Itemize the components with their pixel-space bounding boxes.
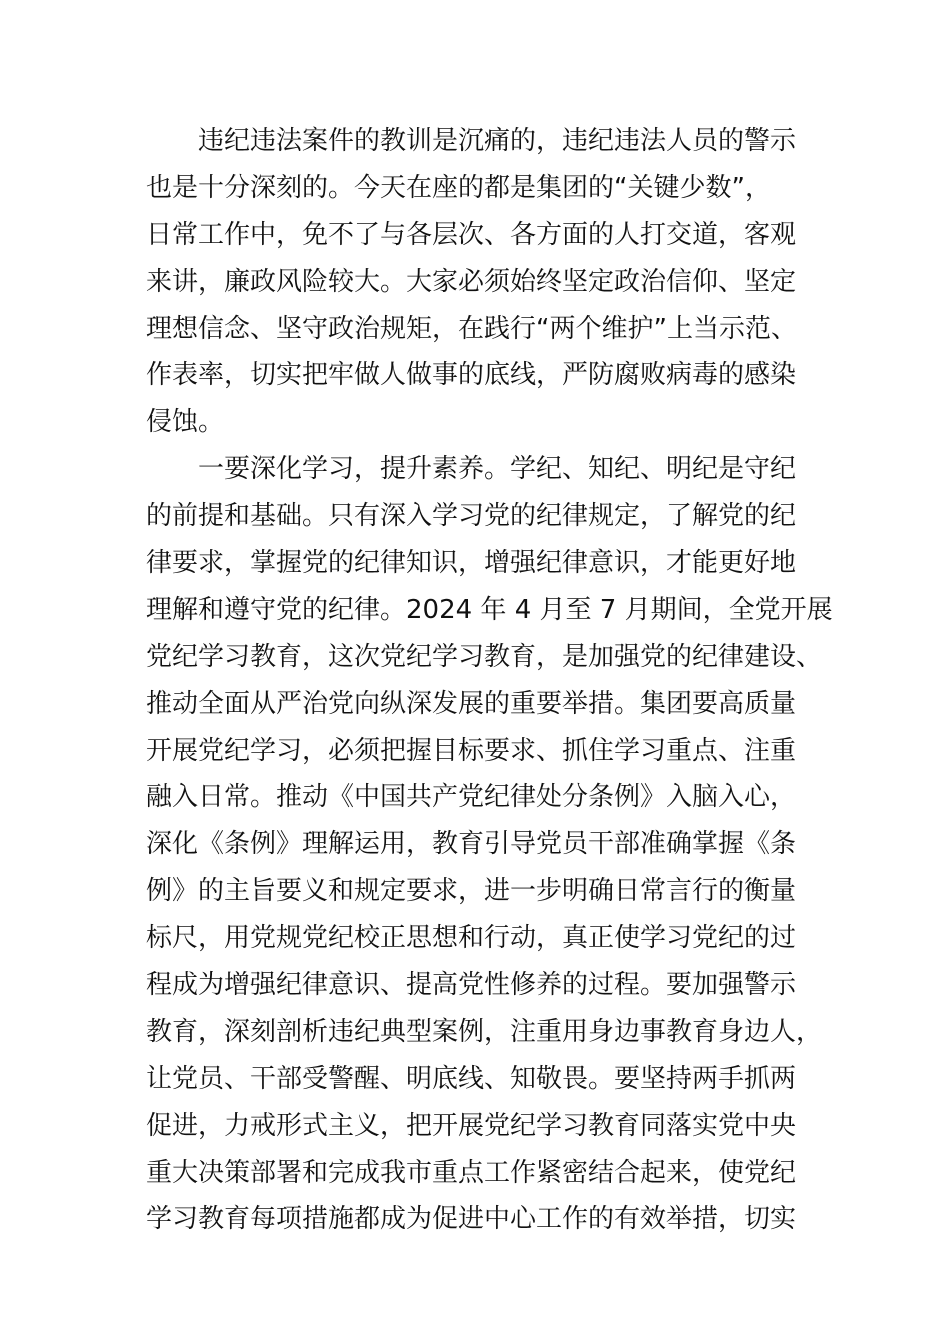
- text-line: 违纪违法案件的教训是沉痛的，违纪违法人员的警示: [198, 126, 797, 156]
- text-line: 促进，力戒形式主义，把开展党纪学习教育同落实党中央: [146, 1110, 797, 1141]
- text-line: 例》的主旨要义和规定要求，进一步明确日常言行的衡量: [146, 876, 797, 907]
- text-line: 教育，深刻剖析违纪典型案例，注重用身边事教育身边人，: [146, 1016, 823, 1047]
- text-line: 标尺，用党规党纪校正思想和行动，真正使学习党纪的过: [146, 923, 797, 954]
- text-line: 学习教育每项措施都成为促进中心工作的有效举措，切实: [146, 1204, 797, 1235]
- text-line: 理解和遵守党的纪律。2024 年 4 月至 7 月期间，全党开展: [146, 594, 833, 625]
- document-body: [146, 118, 833, 1243]
- text-line: 融入日常。推动《中国共产党纪律处分条例》入脑入心，: [146, 782, 797, 813]
- text-line: 日常工作中，免不了与各层次、各方面的人打交道，客观: [146, 219, 797, 250]
- text-line: 律要求，掌握党的纪律知识，增强纪律意识，才能更好地: [146, 548, 797, 579]
- text-line: 也是十分深刻的。今天在座的都是集团的“关键少数”，: [146, 172, 771, 203]
- text-line: 让党员、干部受警醒、明底线、知敬畏。要坚持两手抓两: [146, 1063, 797, 1094]
- text-line: 的前提和基础。只有深入学习党的纪律规定，了解党的纪: [146, 501, 797, 532]
- text-line: 开展党纪学习，必须把握目标要求、抓住学习重点、注重: [146, 735, 797, 766]
- text-line: 一要深化学习，提升素养。学纪、知纪、明纪是守纪: [198, 454, 797, 485]
- text-line: 程成为增强纪律意识、提高党性修养的过程。要加强警示: [146, 970, 797, 1001]
- paragraph-2: [146, 446, 833, 1243]
- text-line: 来讲，廉政风险较大。大家必须始终坚定政治信仰、坚定: [146, 266, 797, 297]
- paragraph-1: [146, 118, 806, 446]
- text-line: 侵蚀。: [146, 407, 225, 438]
- text-line: 深化《条例》理解运用，教育引导党员干部准确掌握《条: [146, 829, 797, 860]
- text-line: 理想信念、坚守政治规矩，在践行“两个维护”上当示范、: [146, 313, 797, 344]
- text-line: 作表率，切实把牢做人做事的底线，严防腐败病毒的感染: [146, 360, 797, 391]
- text-line: 党纪学习教育，这次党纪学习教育，是加强党的纪律建设、: [146, 641, 823, 672]
- text-line: 重大决策部署和完成我市重点工作紧密结合起来，使党纪: [146, 1157, 797, 1188]
- text-line: 推动全面从严治党向纵深发展的重要举措。集团要高质量: [146, 688, 797, 719]
